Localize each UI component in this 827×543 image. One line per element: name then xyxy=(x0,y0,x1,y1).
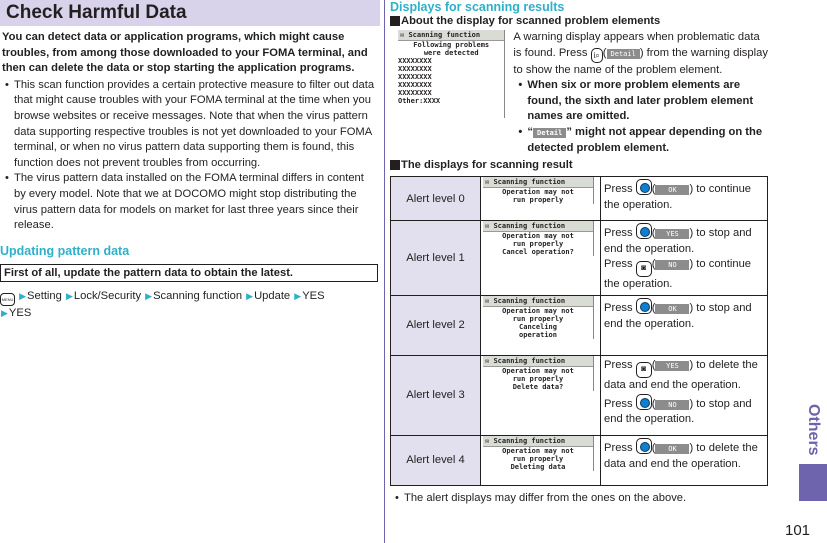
screen-line: Operation may not xyxy=(502,306,574,315)
screen-line: Operation may not xyxy=(502,188,574,197)
action-text: to continue the operation. xyxy=(604,183,752,211)
center-key-icon xyxy=(636,298,652,314)
mail-icon: ✉ xyxy=(485,296,490,305)
title-bar xyxy=(0,0,380,26)
screen-cell xyxy=(481,295,601,355)
update-steps xyxy=(0,289,380,322)
table-row xyxy=(391,221,768,296)
page-title: Check Harmful Data xyxy=(6,2,187,23)
menu-key-icon: MENU xyxy=(0,293,15,306)
action-prefix: Press xyxy=(604,301,633,314)
arrow-icon: ▶ xyxy=(246,290,254,301)
screen-line: operation xyxy=(519,330,557,339)
step-yes-confirm: YES xyxy=(8,306,32,319)
screen-line: Canceling xyxy=(519,322,557,331)
action-prefix: Press xyxy=(604,397,633,410)
screen-cell xyxy=(481,177,601,221)
detail-softkey: Detail xyxy=(607,49,640,59)
mail-icon: ✉ xyxy=(485,436,490,445)
action-text: to stop and end the operation. xyxy=(604,397,752,426)
action-prefix: Press xyxy=(604,258,633,271)
alert-levels-table xyxy=(390,176,768,486)
center-key-icon xyxy=(636,179,652,195)
screen-header: ✉ Scanning function xyxy=(483,221,593,232)
arrow-icon: ▶ xyxy=(145,290,153,301)
mail-icon: ✉ xyxy=(485,356,490,365)
screen-line: run properly xyxy=(512,196,564,205)
step-lock-security: Lock/Security xyxy=(73,289,142,302)
alert-screen xyxy=(483,221,594,256)
ok-softkey: OK xyxy=(655,444,689,454)
notes-list xyxy=(0,78,380,234)
about-subheading-text: About the display for scanned problem elements xyxy=(401,15,661,27)
action-prefix: Press xyxy=(604,441,633,454)
screen-header: ✉ Scanning function xyxy=(483,436,593,447)
table-row xyxy=(391,435,768,485)
about-notes xyxy=(513,78,770,156)
camera-key-icon: ◙ xyxy=(636,362,652,378)
screen-header: ✉ Scanning function xyxy=(483,177,593,188)
screen-line: run properly xyxy=(512,240,564,249)
action-prefix: Press xyxy=(604,183,633,196)
action-line: Press ◙ ( YES ) to delete the data and end the operation. xyxy=(604,358,758,391)
screen-line: run properly xyxy=(512,454,564,463)
screen-line: Operation may not xyxy=(502,232,574,241)
left-column xyxy=(0,0,380,321)
alert-level: Alert level 2 xyxy=(391,295,481,355)
arrow-icon: ▶ xyxy=(65,290,73,301)
screen-line: Following problems xyxy=(413,41,490,49)
ok-softkey: OK xyxy=(655,185,689,195)
action-cell: Press ( OK ) to delete the data and end the operation. xyxy=(601,435,768,485)
column-divider xyxy=(384,0,385,543)
screen-cell xyxy=(481,221,601,296)
alert-screen xyxy=(483,296,594,339)
screen-line: run properly xyxy=(512,314,564,323)
screen-header: ✉ Scanning function xyxy=(398,30,504,41)
footnote: • The alert displays may differ from the ones on the above. xyxy=(390,492,770,504)
screen-line: Deleting data xyxy=(510,462,566,471)
no-softkey: NO xyxy=(655,260,689,270)
screen-header: ✉ Scanning function xyxy=(483,296,593,307)
action-cell xyxy=(601,355,768,435)
ok-softkey: OK xyxy=(655,304,689,314)
action-line: Press ( YES ) to stop and end the operation. xyxy=(604,223,764,257)
camera-key-icon: ◙ xyxy=(636,261,652,277)
step-setting: Setting xyxy=(27,289,62,302)
mail-icon: ✉ xyxy=(485,222,490,231)
arrow-icon: ▶ xyxy=(1,307,8,318)
yes-softkey: YES xyxy=(655,361,689,371)
action-line: Press ( NO ) to stop and end the operation. xyxy=(604,394,764,428)
arrow-icon: ▶ xyxy=(294,290,302,301)
action-text: to delete the data and end the operation. xyxy=(604,358,758,391)
updating-heading: Updating pattern data xyxy=(0,243,130,258)
screen-line: run properly xyxy=(512,374,564,383)
page-number: 101 xyxy=(785,522,811,539)
side-tab-block xyxy=(799,464,827,501)
about-text-2: from the warning display to show the name of the problem element. xyxy=(513,46,768,76)
update-note-box: First of all, update the pattern data to obtain the latest. xyxy=(0,264,378,282)
action-cell: Press ( OK ) to stop and end the operation. xyxy=(601,295,768,355)
screen-cell xyxy=(481,355,601,435)
i-key-icon: i⌕ xyxy=(591,48,603,63)
results-subheading xyxy=(390,158,770,172)
screen-item: XXXXXXXX xyxy=(398,73,432,81)
action-text: to stop and end the operation. xyxy=(604,227,752,255)
screen-item: XXXXXXXX xyxy=(398,57,432,65)
screen-line: Operation may not xyxy=(502,366,574,375)
note-item: • This scan function provides a certain protective measure to filter out data that might cause troubles with your FOMA terminal at the time when you browse websites or receive messages. Note that when the virus pattern data supporting respective troubles is not yet downloaded to your FOMA terminal, or when no virus pattern data supporting them is found, this function does not prevent troubles from occurring. xyxy=(0,78,380,172)
square-bullet-icon xyxy=(390,160,400,170)
no-softkey: NO xyxy=(655,400,689,410)
center-key-icon xyxy=(636,223,652,239)
alert-screen xyxy=(483,356,594,391)
mail-icon: ✉ xyxy=(485,178,490,187)
about-text-1: A warning display appears when problematic data is found. Press xyxy=(513,31,760,59)
detail-softkey: Detail xyxy=(533,128,566,138)
arrow-icon: ▶ xyxy=(19,290,27,301)
screen-line: Cancel operation? xyxy=(502,248,574,257)
about-section xyxy=(390,30,770,156)
table-row xyxy=(391,295,768,355)
screen-line: Delete data? xyxy=(512,382,564,391)
about-note-item: • When six or more problem elements are found, the sixth and later problem element names are omitted. xyxy=(513,78,770,125)
screen-item: Other:XXXX xyxy=(398,97,441,105)
center-key-icon xyxy=(636,438,652,454)
alert-level: Alert level 1 xyxy=(391,221,481,296)
screen-item: XXXXXXXX xyxy=(398,65,432,73)
screen-cell xyxy=(481,435,601,485)
step-scanning-function: Scanning function xyxy=(153,289,243,302)
yes-softkey: YES xyxy=(655,229,689,239)
alert-level: Alert level 3 xyxy=(391,355,481,435)
screen-item: XXXXXXXX xyxy=(398,81,432,89)
table-row xyxy=(391,355,768,435)
square-bullet-icon xyxy=(390,16,400,26)
action-prefix: Press xyxy=(604,227,633,240)
table-row xyxy=(391,177,768,221)
alert-level: Alert level 4 xyxy=(391,435,481,485)
step-yes: YES xyxy=(302,289,325,302)
mail-icon: ✉ xyxy=(400,31,405,39)
alert-level: Alert level 0 xyxy=(391,177,481,221)
action-cell xyxy=(601,221,768,296)
displays-heading: Displays for scanning results xyxy=(390,0,565,14)
center-key-icon xyxy=(636,394,652,410)
action-text: to stop and end the operation. xyxy=(604,301,752,330)
alert-screen xyxy=(483,177,594,204)
screen-item: XXXXXXXX xyxy=(398,89,432,97)
results-subheading-text: The displays for scanning result xyxy=(401,159,573,172)
right-column xyxy=(390,0,770,504)
action-line: Press ◙ ( NO ) to continue the operation. xyxy=(604,258,752,291)
action-prefix: Press xyxy=(604,358,633,371)
screen-line: were detected xyxy=(423,49,479,57)
intro-paragraph: You can detect data or application programs, which might cause troubles, from among those downloaded to your FOMA terminal, and then can delete the data or stop starting the application programs. xyxy=(2,31,368,75)
note-item: • The virus pattern data installed on the FOMA terminal differs in content by every model. Note that we at DOCOMO might stop distributing the virus pattern data for models on market for last three years since their release. xyxy=(0,171,380,233)
about-description: A warning display appears when problematic data is found. Press i⌕ ( Detail ) from the warning display to show the name of the problem element. • When six or more problem elements are found, the sixth and later problem element names are omitted. • “ Detail ” might not appear depending on the detected problem element. xyxy=(513,30,770,156)
screen-line: Operation may not xyxy=(502,446,574,455)
side-tab-label: Others xyxy=(805,404,822,456)
side-index-tab xyxy=(799,404,827,501)
about-subheading xyxy=(390,14,770,28)
alert-screen xyxy=(483,436,594,471)
screen-header: ✉ Scanning function xyxy=(483,356,593,367)
problem-screen xyxy=(398,30,505,118)
step-update: Update xyxy=(254,289,291,302)
action-text: to continue the operation. xyxy=(604,258,752,291)
action-text: to delete the data and end the operation. xyxy=(604,441,758,470)
action-cell: Press ( OK ) to continue the operation. xyxy=(601,177,768,221)
about-note-item: • “ Detail ” might not appear depending on the detected problem element. xyxy=(513,125,770,156)
